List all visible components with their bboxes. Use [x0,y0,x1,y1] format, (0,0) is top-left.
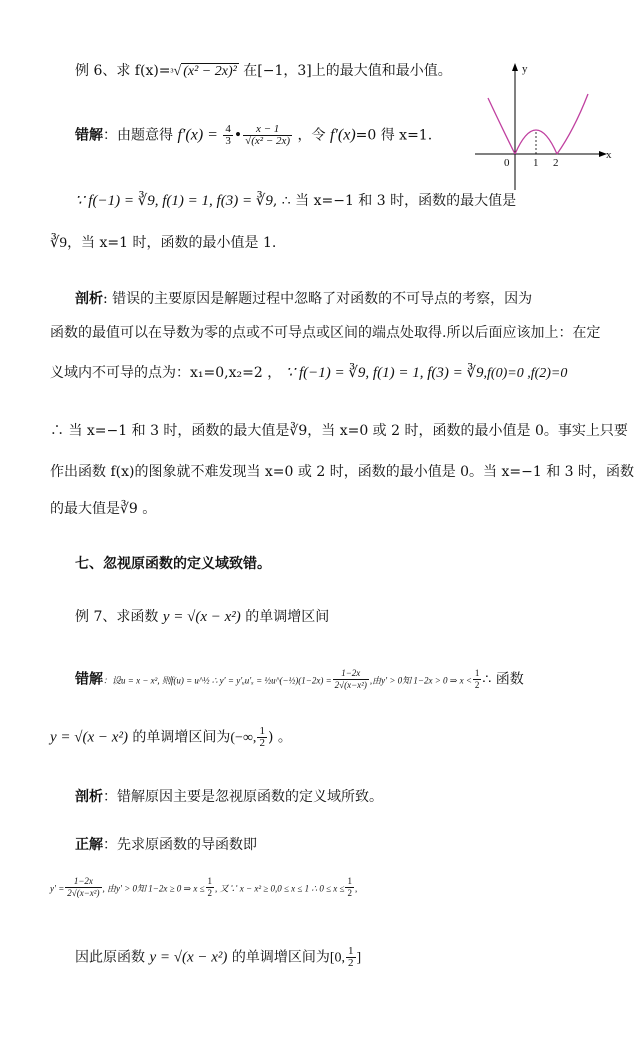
ex6-wrong-text3: =0 得 x=1. [355,127,433,144]
ex6-frac-2 [243,124,292,147]
ex6-analysis3-math: ∵ f(−1) = ∛9, f(1) = 1, f(3) = ∛9 [285,365,484,381]
ex6-analysis4: ∴ 当 x=−1 和 3 时，函数的最大值是∛9，当 x=0 或 2 时，函数的最小值是 0。事实上只要 [50,423,628,439]
c-half2-den: 2 [347,888,352,898]
frac2-num: x − 1 [243,124,292,136]
ex6-analysis1-text: : 错误的主要原因是解题过程中忽略了对函数的不可导点的考察，因为 [103,291,533,307]
ex7-correct-math [50,876,357,900]
ex6-analysis3-text: 义域内不可导的点为：x₁=0,x₂=2 ， [50,365,282,381]
ex6-analysis3-tail: ,f(0)=0 ,f(2)=0 [483,366,568,381]
ex6-analysis3 [50,362,567,385]
ex7-wrong-tail: ∴ 函数 [482,671,524,688]
ex6-title-radical: √ (x² − 2x)² [173,64,237,79]
ex7-wrong-frac-num: 1−2x [333,668,369,680]
ex6-line2-text: , ∴ 当 x=−1 和 3 时，函数的最大值是 [272,193,517,209]
ex6-wrong-text2: ，令 [297,127,326,144]
frac2-den: √(x² − 2x) [245,135,291,147]
final-half-num: 1 [348,945,354,957]
ex7-wrong-math: ：设u = x − x², 则f(u) = u^½ ∴ y′ = y′ᵤu′ₓ = ½u^(−½)(1−2x) = [103,675,332,686]
ex6-frac-4-3 [223,124,233,147]
ex6-fprime: f′(x) = [177,126,218,144]
half-den: 2 [474,680,480,690]
ex6-line2-math: ∵ f(−1) = ∛9, f(1) = 1, f(3) = ∛9 [75,193,273,209]
ex6-analysis5: 作出函数 f(x)的图象就不难发现当 x=0 或 2 时，函数的最小值是 0。当 x=−1 和 3 时，函数 [50,464,635,480]
ex7-final-text: 因此原函数 [75,949,145,966]
curve-left [488,98,515,154]
ex6-analysis2: 函数的最值可以在导数为零的点或不可导点或区间的端点处取得.所以后面应该加上：在定 [50,325,601,341]
ex7-wrong-line2 [50,726,292,750]
y-axis-arrow [512,63,518,71]
y-label: y [522,63,528,75]
ex6-analysis6: 的最大值是∛9 。 [50,501,157,517]
ex7-c-lhs: y′ = [50,883,65,894]
ex7-analysis [75,786,383,808]
ex7-final-close: ] [356,950,362,966]
ex7-line2-interval: (−∞, [230,730,257,746]
ex7-line2-text: 的单调增区间为 [132,729,231,746]
c-half1-num: 1 [207,876,213,886]
ex7-c-end: , [354,883,358,894]
ex7-line2-close: ) 。 [267,729,292,746]
origin-label: 0 [504,157,510,169]
ex6-wrong-line: 错解：由题意得 f′(x) = $\frac{4}{3}$ • $\frac{x - 1}{\text{√(x² − 2x)}}$ ，令 f′(x)=0 得 x=1. [75,123,433,147]
ex7-title-text: 例 7、求函数 [75,609,159,625]
ex7-correct [75,834,257,856]
ex7-final-interval: [0, [329,950,346,966]
tick-2-label: 2 [553,157,559,169]
x-label: x [606,149,612,161]
tick-1-label: 1 [533,157,539,169]
ex7-line2-half [257,726,267,749]
ex7-wrong-math2: ,由y′ > 0知 1−2x > 0 ⇒ x < [369,675,472,686]
ex6-analysis-label: 剖析 [75,291,103,307]
ex7-c-half2 [345,876,354,899]
ex7-c-mid2: , 又∵ x − x² ≥ 0,0 ≤ x ≤ 1 ∴ 0 ≤ x ≤ [215,883,345,894]
ex7-wrong-label: 错解 [75,671,103,688]
ex7-wrong-line [75,668,524,692]
final-half-den: 2 [348,957,354,969]
ex7-analysis-label: 剖析 [75,789,103,805]
ex7-final [75,946,361,970]
line2-half-num: 1 [259,725,265,737]
ex7-correct-label: 正解 [75,837,103,853]
line2-half-den: 2 [259,737,265,749]
ex6-title-suffix: 在[−1，3]上的最大值和最小值。 [243,63,452,79]
c-frac-num: 1−2x [65,876,101,888]
ex7-c-frac [65,876,101,899]
section7-heading: 七、忽视原函数的定义域致错。 [75,556,271,572]
ex6-title [75,60,452,84]
ex6-wrong-text1: ：由题意得 [103,127,173,144]
ex7-c-mid: , 由y′ > 0知 1−2x ≥ 0 ⇒ x ≤ [102,883,205,894]
frac43-den: 3 [225,135,231,147]
ex7-wrong-half [473,668,482,691]
c-frac-den: 2√(x−x²) [67,888,100,898]
ex7-title [75,606,329,628]
ex7-wrong-frac [333,668,369,691]
ex6-line2 [75,190,516,212]
ex7-final-half [346,946,356,969]
ex6-wrong-label: 错解 [75,127,103,144]
frac43-num: 4 [225,123,231,135]
ex7-title-suffix: 的单调增区间 [245,609,330,625]
ex7-c-half1 [206,876,215,899]
ex6-fprime2: f′(x) [329,126,356,144]
ex7-title-fn: y = √(x − x²) [162,609,241,625]
ex6-line3 [50,232,276,254]
ex7-line2-fn: y = √(x − x²) [50,729,128,746]
ex6-radicand: (x² − 2x)² [183,64,237,79]
cube-root-3: ³ [170,67,174,78]
c-half1-den: 2 [207,888,213,898]
curve-right [557,94,588,154]
ex6-analysis1 [75,288,532,310]
c-half2-num: 1 [347,876,352,886]
ex7-wrong-frac-den: 2√(x−x²) [334,680,367,690]
ex6-line3-text: ，当 x=1 时，函数的最小值是 1. [67,235,277,251]
ex6-title-prefix: 例 6、求 f(x)= [75,63,171,79]
function-graph [470,60,620,195]
ex7-final-fn: y = √(x − x²) [149,949,228,966]
ex6-line3-math: ∛9 [50,235,68,251]
ex7-correct-text: ：先求原函数的导函数即 [103,837,257,853]
ex7-final-text2: 的单调增区间为 [231,949,330,966]
ex7-analysis-text: ：错解原因主要是忽视原函数的定义域所致。 [103,789,383,805]
half-num: 1 [474,668,480,678]
